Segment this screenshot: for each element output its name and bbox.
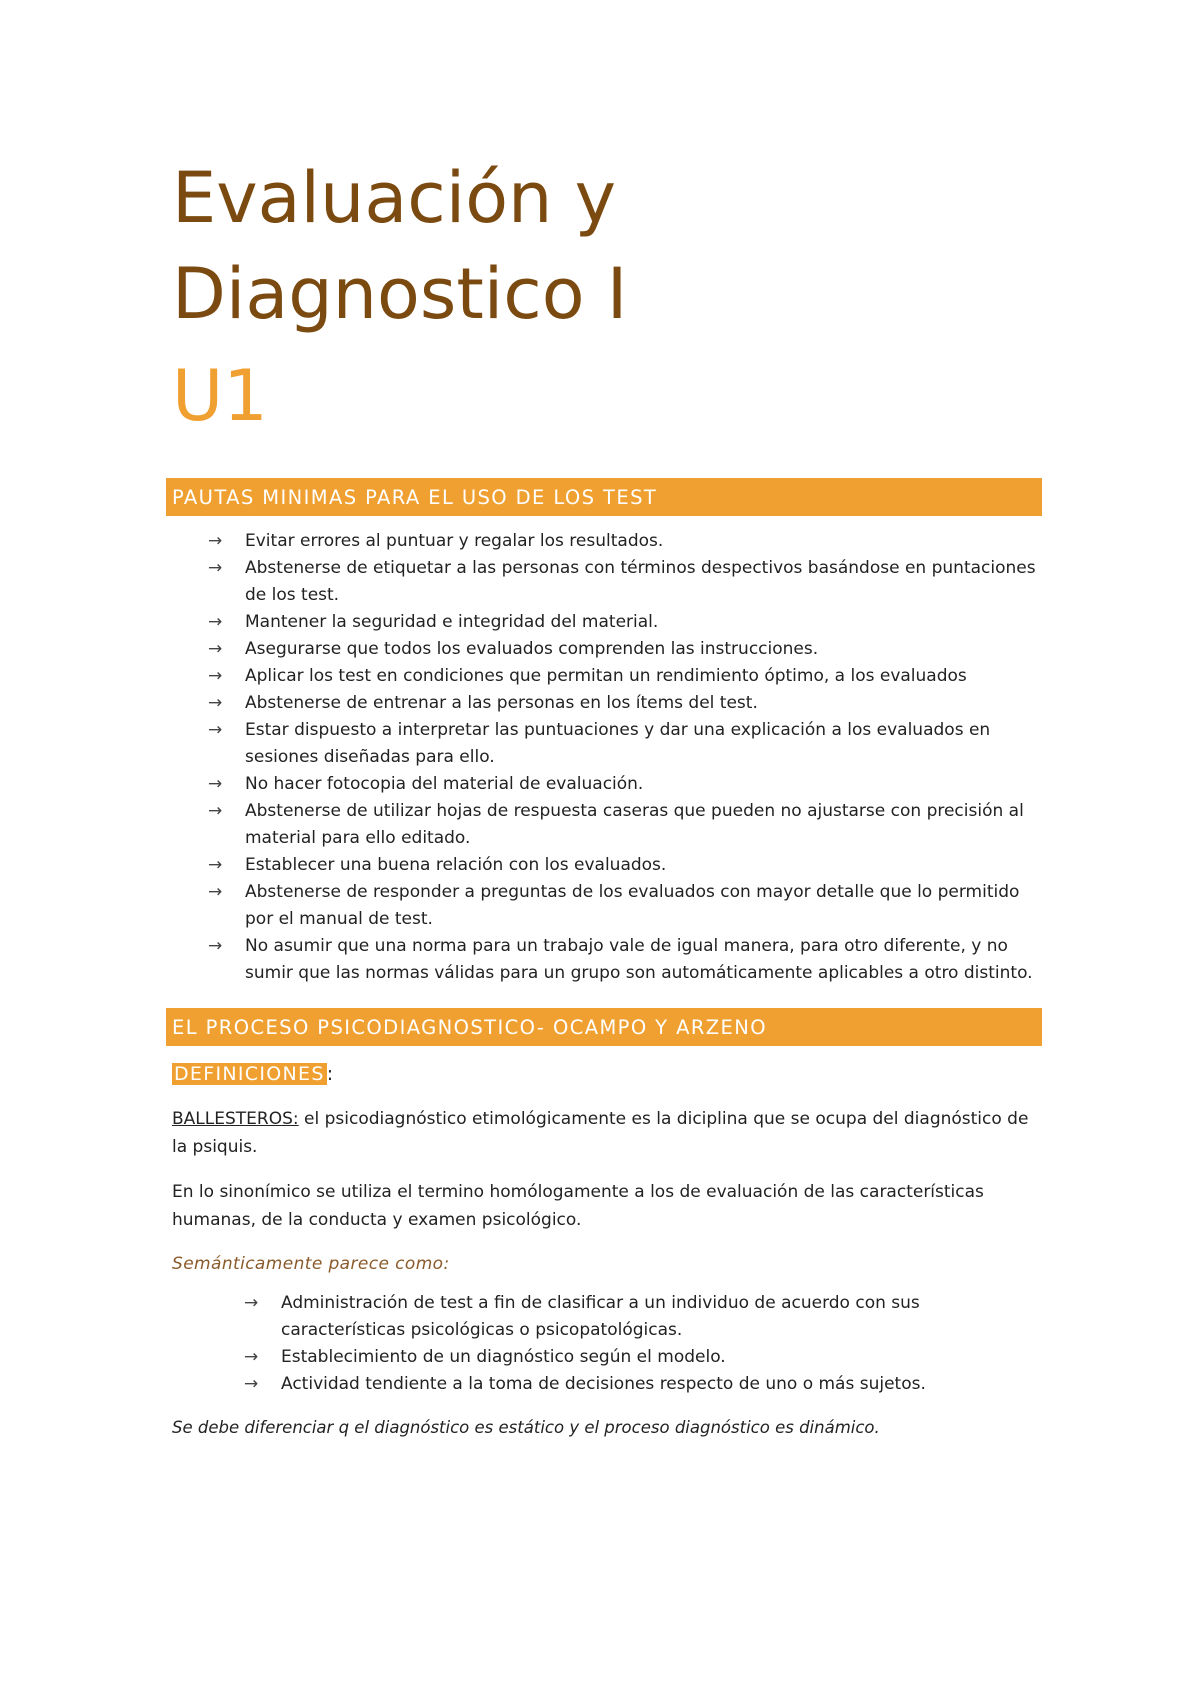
arrow-right-icon: →	[208, 882, 223, 902]
list-item	[172, 879, 1042, 933]
list-item	[172, 663, 1042, 690]
definiciones-subheading	[172, 1060, 1042, 1088]
list-item	[172, 528, 1042, 555]
arrow-right-icon: →	[244, 1347, 259, 1367]
sinonimico-paragraph: En lo sinonímico se utiliza el termino homólogamente a los de evaluación de las características humanas, de la conducta y examen psicológico.	[172, 1182, 984, 1230]
list-item	[172, 609, 1042, 636]
list-item-text: Abstenerse de entrenar a las personas en los ítems del test.	[245, 693, 758, 713]
arrow-right-icon: →	[244, 1374, 259, 1394]
list-item-text: Abstenerse de utilizar hojas de respuesta caseras que pueden no ajustarse con precisión al material para ello editado.	[245, 801, 1024, 848]
arrow-right-icon: →	[208, 558, 223, 578]
title-line-2: Diagnostico I	[172, 253, 628, 335]
list-item	[172, 1371, 1042, 1398]
ballesteros-text: el psicodiagnóstico etimológicamente es la diciplina que se ocupa del diagnóstico de la psiquis.	[172, 1109, 1029, 1157]
list-item-text: Actividad tendiente a la toma de decisiones respecto de uno o más sujetos.	[281, 1374, 926, 1394]
arrow-right-icon: →	[208, 612, 223, 632]
definiciones-colon: :	[326, 1063, 334, 1085]
list-item-text: Administración de test a fin de clasificar a un individuo de acuerdo con sus características psicológicas o psicopatológicas.	[281, 1293, 920, 1340]
list-item-text: Abstenerse de etiquetar a las personas con términos despectivos basándose en puntaciones de los test.	[245, 558, 1036, 605]
arrow-right-icon: →	[208, 801, 223, 821]
arrow-right-icon: →	[208, 774, 223, 794]
arrow-right-icon: →	[208, 531, 223, 551]
arrow-right-icon: →	[244, 1293, 259, 1313]
document-page	[172, 150, 1042, 1442]
unit-heading: U1	[172, 355, 268, 437]
list-item-text: Mantener la seguridad e integridad del material.	[245, 612, 659, 632]
section-heading-proceso: EL PROCESO PSICODIAGNOSTICO- OCAMPO Y ARZENO	[166, 1008, 1042, 1046]
list-item-text: Asegurarse que todos los evaluados comprenden las instrucciones.	[245, 639, 819, 659]
list-item	[172, 690, 1042, 717]
list-item-text: Establecer una buena relación con los evaluados.	[245, 855, 667, 875]
list-item	[172, 771, 1042, 798]
list-item	[172, 1344, 1042, 1371]
list-item-text: Estar dispuesto a interpretar las puntuaciones y dar una explicación a los evaluados en sesiones diseñadas para ello.	[245, 720, 991, 767]
list-item	[172, 852, 1042, 879]
list-item	[172, 1290, 1042, 1344]
semantic-list	[172, 1290, 1042, 1398]
list-item	[172, 933, 1042, 987]
arrow-right-icon: →	[208, 936, 223, 956]
arrow-right-icon: →	[208, 639, 223, 659]
list-item-text: No asumir que una norma para un trabajo vale de igual manera, para otro diferente, y no sumir que las normas válidas para un grupo son automáticamente aplicables a otro distinto.	[245, 936, 1033, 983]
title-line-1: Evaluación y	[172, 157, 617, 239]
list-item	[172, 798, 1042, 852]
list-item	[172, 555, 1042, 609]
list-item-text: Abstenerse de responder a preguntas de los evaluados con mayor detalle que lo permitido por el manual de test.	[245, 882, 1020, 929]
closing-statement: Se debe diferenciar q el diagnóstico es estático y el proceso diagnóstico es dinámico.	[172, 1418, 880, 1437]
semantic-intro: Semánticamente parece como:	[172, 1254, 450, 1274]
section-heading-pautas: PAUTAS MINIMAS PARA EL USO DE LOS TEST	[166, 478, 1042, 516]
list-item	[172, 636, 1042, 663]
list-item	[172, 717, 1042, 771]
list-item-text: Evitar errores al puntuar y regalar los resultados.	[245, 531, 664, 551]
arrow-right-icon: →	[208, 720, 223, 740]
list-item-text: Establecimiento de un diagnóstico según el modelo.	[281, 1347, 726, 1367]
arrow-right-icon: →	[208, 855, 223, 875]
list-item-text: Aplicar los test en condiciones que permitan un rendimiento óptimo, a los evaluados	[245, 666, 967, 686]
arrow-right-icon: →	[208, 693, 223, 713]
list-item-text: No hacer fotocopia del material de evaluación.	[245, 774, 644, 794]
definiciones-highlight: DEFINICIONES	[174, 1063, 325, 1085]
ballesteros-label: BALLESTEROS:	[172, 1109, 299, 1129]
document-title	[172, 150, 1042, 342]
ballesteros-paragraph	[172, 1105, 1042, 1161]
arrow-right-icon: →	[208, 666, 223, 686]
pautas-list	[172, 528, 1042, 987]
